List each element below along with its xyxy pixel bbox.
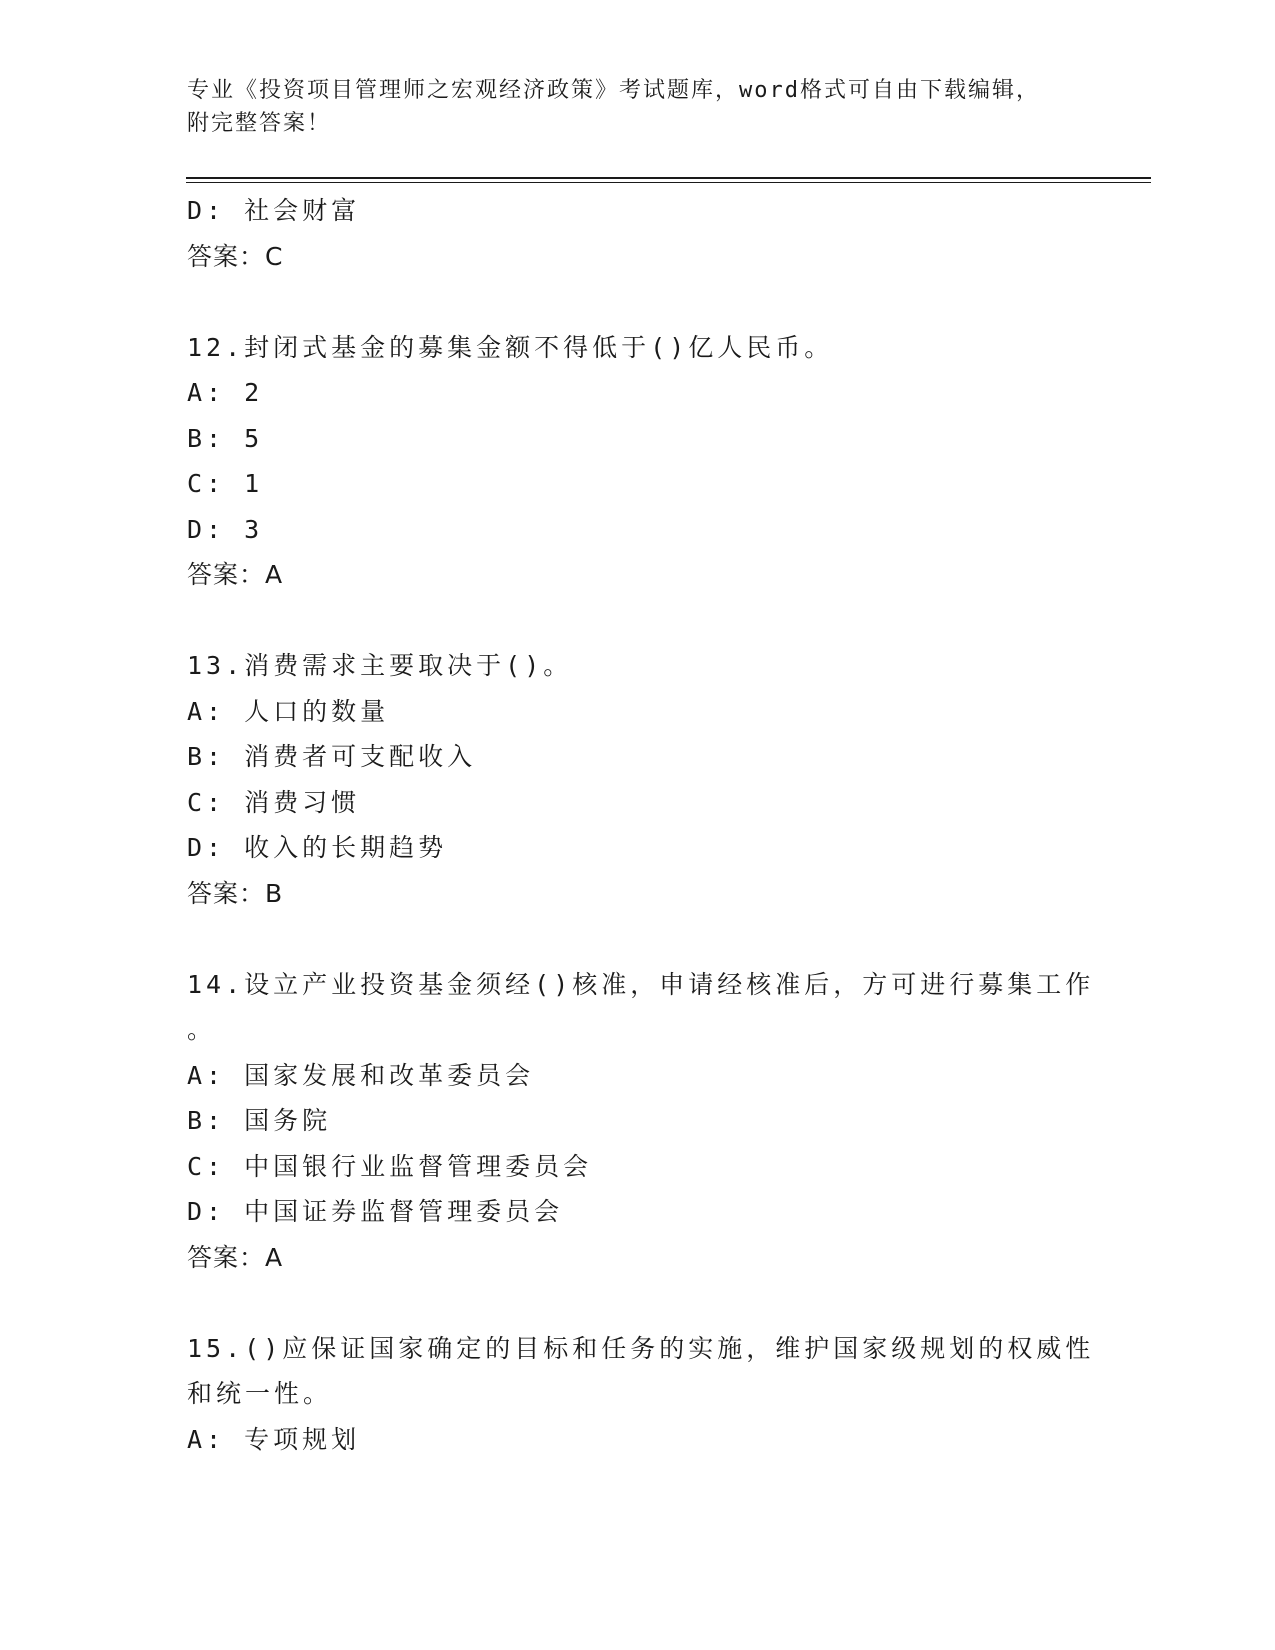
- option-b: B: 消费者可支配收入: [187, 742, 477, 771]
- header-rule-thin: [186, 182, 1151, 183]
- answer-line: 答案：B: [187, 878, 284, 908]
- spacer: [187, 1280, 1087, 1326]
- option-b: B: 国务院: [187, 1106, 332, 1135]
- header-rule-thick: [186, 177, 1151, 179]
- header-line-2: 附完整答案！: [187, 111, 332, 136]
- option-d: D: 社会财富: [187, 196, 361, 225]
- spacer: [187, 916, 1087, 962]
- option-a: A: 专项规划: [187, 1424, 361, 1454]
- option-a: A: 国家发展和改革委员会: [187, 1060, 535, 1090]
- question-text: 12.封闭式基金的募集金额不得低于()亿人民币。: [187, 332, 834, 362]
- question-list: [187, 188, 1095, 1462]
- question-text-line-2: 和统一性。: [187, 1379, 333, 1408]
- question-text-line-2: 。: [187, 1015, 217, 1044]
- option-a: A: 2: [187, 378, 264, 407]
- question-text-line-1: 14.设立产业投资基金须经()核准，申请经核准后，方可进行募集工作: [187, 969, 1095, 999]
- option-d: D: 中国证券监督管理委员会: [187, 1197, 564, 1226]
- header-line-1: 专业《投资项目管理师之宏观经济政策》考试题库，word格式可自由下载编辑，: [187, 78, 1040, 103]
- option-b: B: 5: [187, 423, 264, 453]
- spacer: [187, 279, 1087, 325]
- option-d: D: 3: [187, 514, 264, 544]
- option-c: C: 消费习惯: [187, 787, 361, 817]
- answer-line: 答案：A: [187, 1242, 284, 1272]
- question-text-line-1: 15.()应保证国家确定的目标和任务的实施，维护国家级规划的权威性: [187, 1333, 1095, 1363]
- question-15: [187, 1326, 1095, 1463]
- option-c: C: 中国银行业监督管理委员会: [187, 1151, 593, 1181]
- spacer: [187, 598, 1087, 644]
- answer-line: 答案：C: [187, 241, 284, 271]
- question-14: [187, 962, 1095, 1281]
- option-d: D: 收入的长期趋势: [187, 833, 448, 862]
- question-12: [187, 325, 1087, 598]
- answer-line: 答案：A: [187, 560, 284, 589]
- question-text: 13.消费需求主要取决于()。: [187, 651, 573, 680]
- option-c: C: 1: [187, 469, 264, 498]
- question-13: [187, 643, 1087, 916]
- option-a: A: 人口的数量: [187, 696, 390, 726]
- header-note: [187, 74, 1067, 140]
